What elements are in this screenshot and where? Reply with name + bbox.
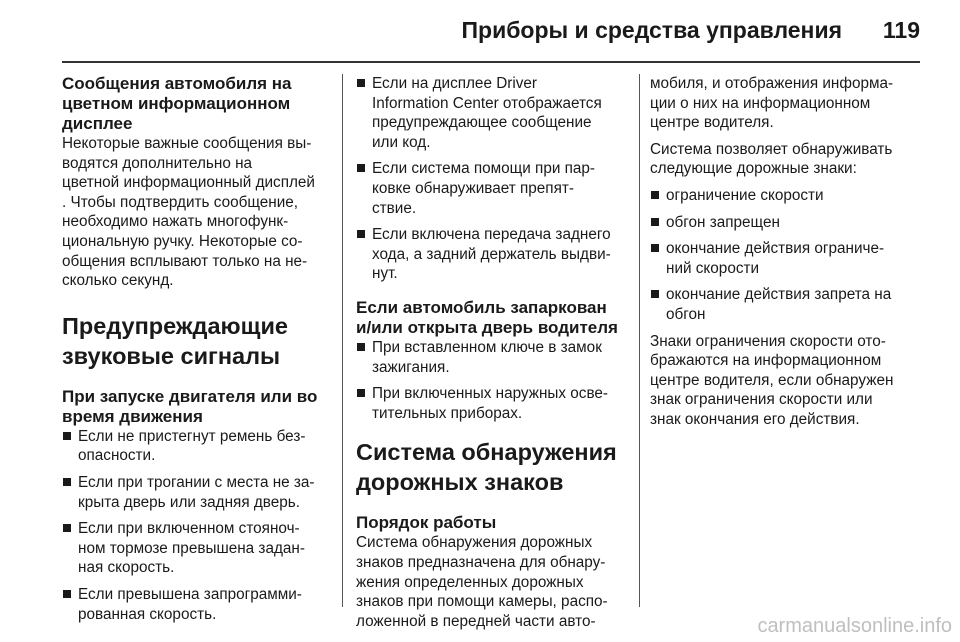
list-item: ограничение скорости: [650, 186, 922, 206]
column-divider: [342, 74, 343, 607]
paragraph: Некоторые важные сообщения вы- водятся дополнительно на цветной информационный дисплей . Чтобы подтвердить сообщение, необходимо нажать многофунк- циональную ручку. Некоторые со- общения всплывают только на не- сколько секунд.: [62, 135, 315, 290]
watermark: carmanualsonline.info: [757, 615, 952, 637]
bullet-list: [650, 186, 922, 325]
header-rule: [62, 61, 920, 63]
list-item: Если превышена запрограмми- рованная скорость.: [62, 585, 330, 624]
page-header: [0, 0, 960, 64]
section-heading: При запуске двигателя или во время движения: [62, 386, 318, 426]
list-item: Если включена передача заднего хода, а задний держатель выдви- нут.: [356, 225, 628, 284]
list-item: Если не пристегнут ремень без- опасности.: [62, 427, 330, 466]
column-divider: [639, 74, 640, 607]
paragraph: Знаки ограничения скорости ото- бражаются на информационном центре водителя, если обнаружен знак ограничения скорости или знак окончания его действия.: [650, 332, 894, 428]
paragraph: Система позволяет обнаруживать следующие дорожные знаки:: [650, 140, 893, 178]
bullet-list: [356, 74, 628, 284]
paragraph: мобиля, и отображения информа- ции о них на информационном центре водителя.: [650, 75, 894, 132]
chapter-heading: Предупреждающие звуковые сигналы: [62, 312, 288, 369]
list-item: обгон запрещен: [650, 213, 922, 233]
column-3: [650, 74, 922, 430]
section-heading: Порядок работы: [356, 513, 497, 533]
section-heading: Если автомобиль запаркован и/или открыта дверь водителя: [356, 297, 618, 337]
list-item: Если при включенном стояноч- ном тормозе превышена задан- ная скорость.: [62, 519, 330, 578]
list-item: Если при трогании с места не за- крыта дверь или задняя дверь.: [62, 473, 330, 512]
bullet-list: [62, 427, 330, 624]
column-1: [62, 74, 330, 631]
list-item: Если на дисплее Driver Information Center отображается предупреждающее сообщение или код.: [356, 74, 628, 152]
header-title: Приборы и средства управления: [461, 17, 842, 43]
section-heading: Сообщения автомобиля на цветном информационном дисплее: [62, 74, 292, 133]
paragraph: Система обнаружения дорожных знаков предназначена для обнару- жения определенных дорожных знаков при помощи камеры, распо- ложенной в передней части авто-: [356, 534, 608, 630]
list-item: окончание действия ограниче- ний скорости: [650, 239, 922, 278]
chapter-heading: Система обнаружения дорожных знаков: [356, 439, 617, 496]
list-item: При вставленном ключе в замок зажигания.: [356, 338, 628, 377]
column-2: [356, 74, 628, 631]
page-number: 119: [882, 17, 920, 43]
list-item: окончание действия запрета на обгон: [650, 285, 922, 324]
list-item: При включенных наружных осве- тительных приборах.: [356, 384, 628, 423]
list-item: Если система помощи при пар- ковке обнаруживает препят- ствие.: [356, 159, 628, 218]
bullet-list: [356, 338, 628, 423]
